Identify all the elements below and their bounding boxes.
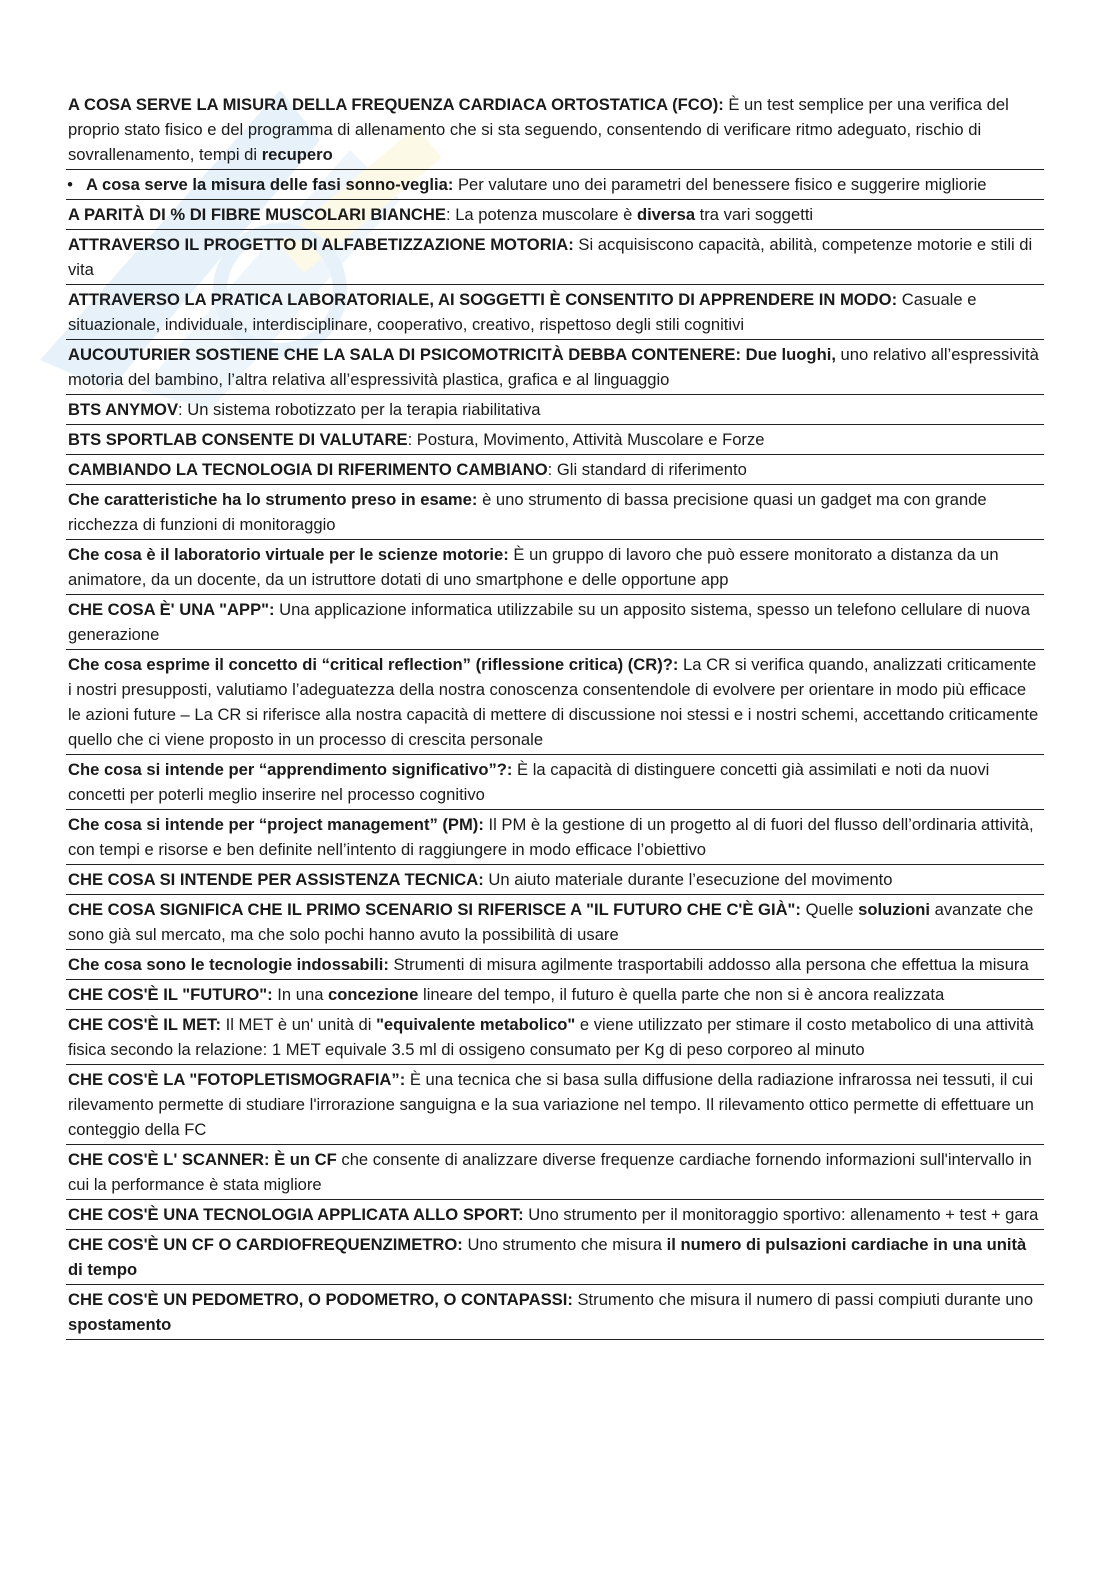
entry-text: e viene utilizzato per stimare il costo metabolico di una attività fisica secondo la relazione: 1 MET equivale 3.5 ml di ossigeno consumato per Kg di peso corporeo al minuto xyxy=(68,1015,1034,1059)
entry-text: È un test semplice per una verifica del proprio stato fisico e del programma di allenamento che si sta seguendo, consentendo di verificare ritmo adeguato, rischio di sovrallenamento, tempi di xyxy=(68,95,1009,164)
entry-row xyxy=(66,90,1044,170)
entry-row xyxy=(66,810,1044,865)
entry-text: Si acquisiscono capacità, abilità, competenze motorie e stili di vita xyxy=(68,235,1033,279)
entry-row xyxy=(66,755,1044,810)
entry-row xyxy=(66,595,1044,650)
entry-row xyxy=(66,1230,1044,1285)
entry-row xyxy=(66,895,1044,950)
entry-text: Il PM è la gestione di un progetto al di fuori del flusso dell’ordinaria attività, con tempi e risorse e ben definite nell’intento di raggiungere in modo efficace l’obiettivo xyxy=(68,815,1034,859)
entry-term: Che cosa si intende per “apprendimento significativo”?: xyxy=(68,760,513,779)
entry-term: "equivalente metabolico" xyxy=(376,1015,576,1034)
entry-term: CHE COS'È IL "FUTURO": xyxy=(68,985,273,1004)
entry-row xyxy=(66,540,1044,595)
entry-row xyxy=(66,485,1044,540)
entry-term: A cosa serve la misura delle fasi sonno-veglia: xyxy=(86,175,454,194)
entry-row xyxy=(66,455,1044,485)
entry-row xyxy=(66,950,1044,980)
entry-text: tra vari soggetti xyxy=(695,205,814,224)
entry-text: che consente di analizzare diverse frequenze cardiache fornendo informazioni sull'intervallo in cui la performance è stata migliore xyxy=(68,1150,1032,1194)
entry-text: La CR si verifica quando, analizzati criticamente i nostri presupposti, valutiamo l’adeguatezza della nostra conoscenza consentendole di evolvere per orientare in modo più efficace le azioni future – La CR si riferisce alla nostra capacità di mettere di discussione noi stessi e i nostri schemi, accettando criticamente quello che ci viene proposto in un processo di crescita personale xyxy=(68,655,1039,749)
entry-term: CHE COSA SIGNIFICA CHE IL PRIMO SCENARIO SI RIFERISCE A "IL FUTURO CHE C'È GIÀ": xyxy=(68,900,801,919)
entry-term: CHE COS'È IL MET: xyxy=(68,1015,221,1034)
entry-text: Strumenti di misura agilmente trasportabili addosso alla persona che effettua la misura xyxy=(388,955,1029,974)
entry-text: Per valutare uno dei parametri del benessere fisico e suggerire migliorie xyxy=(453,175,987,194)
entry-term: ATTRAVERSO IL PROGETTO DI ALFABETIZZAZIONE MOTORIA: xyxy=(68,235,574,254)
entry-row xyxy=(66,200,1044,230)
entry-text: Un aiuto materiale durante l’esecuzione del movimento xyxy=(483,870,893,889)
entry-text: uno relativo all’espressività motoria del bambino, l’altra relativa all’espressività plastica, grafica e al linguaggio xyxy=(68,345,1039,389)
entry-term: AUCOUTURIER SOSTIENE CHE LA SALA DI PSICOMOTRICITÀ DEBBA CONTENERE: Due luoghi, xyxy=(68,345,836,364)
entry-term: diversa xyxy=(636,205,696,224)
entry-term: CHE COS'È UN CF O CARDIOFREQUENZIMETRO: xyxy=(68,1235,463,1254)
entry-term: CHE COS'È UN PEDOMETRO, O PODOMETRO, O CONTAPASSI: xyxy=(68,1290,573,1309)
entry-text: Quelle xyxy=(800,900,859,919)
entry-term: soluzioni xyxy=(858,900,931,919)
entry-row xyxy=(66,285,1044,340)
entry-text: Una applicazione informatica utilizzabile su un apposito sistema, spesso un telefono cellulare di nuova generazione xyxy=(68,600,1030,644)
bullet-icon: • xyxy=(67,175,73,194)
entry-term: Che cosa è il laboratorio virtuale per le scienze motorie: xyxy=(68,545,509,564)
entry-text: In una xyxy=(272,985,329,1004)
entry-text: È una tecnica che si basa sulla diffusione della radiazione infrarossa nei tessuti, il cui rilevamento permette di studiare l'irrorazione sanguigna e la sua variazione nel tempo. Il rilevamento ottico permette di effettuare un conteggio della FC xyxy=(68,1070,1034,1139)
entry-row xyxy=(66,1145,1044,1200)
entry-text: : Postura, Movimento, Attività Muscolare e Forze xyxy=(407,430,765,449)
entry-row xyxy=(66,425,1044,455)
document-body xyxy=(66,90,1044,1340)
entry-row xyxy=(66,865,1044,895)
entry-term: recupero xyxy=(261,145,333,164)
entry-row xyxy=(66,230,1044,285)
entry-text: Uno strumento che misura xyxy=(462,1235,667,1254)
entry-row xyxy=(66,340,1044,395)
entry-row xyxy=(66,1010,1044,1065)
entry-row xyxy=(66,395,1044,425)
entry-text: Il MET è un' unità di xyxy=(221,1015,377,1034)
entry-text: è uno strumento di bassa precisione quasi un gadget ma con grande ricchezza di funzioni di monitoraggio xyxy=(68,490,987,534)
entry-text: Uno strumento per il monitoraggio sportivo: allenamento + test + gara xyxy=(523,1205,1039,1224)
entry-text: : Gli standard di riferimento xyxy=(547,460,747,479)
entry-term: il numero di pulsazioni cardiache in una unità di tempo xyxy=(68,1235,1027,1279)
entry-term: BTS ANYMOV xyxy=(68,400,179,419)
entry-text: lineare del tempo, il futuro è quella parte che non si è ancora realizzata xyxy=(418,985,945,1004)
entry-row xyxy=(66,1200,1044,1230)
entry-term: CHE COS'È LA "FOTOPLETISMOGRAFIA”: xyxy=(68,1070,406,1089)
entry-row xyxy=(66,980,1044,1010)
entry-term: CHE COSA SI INTENDE PER ASSISTENZA TECNICA: xyxy=(68,870,484,889)
entry-text: : Un sistema robotizzato per la terapia riabilitativa xyxy=(178,400,541,419)
entry-term: Che caratteristiche ha lo strumento preso in esame: xyxy=(68,490,478,509)
entry-term: ATTRAVERSO LA PRATICA LABORATORIALE, AI SOGGETTI È CONSENTITO DI APPRENDERE IN MODO: xyxy=(68,290,898,309)
entry-term: CHE COS'È L' SCANNER: È un CF xyxy=(68,1150,337,1169)
entry-term: CHE COSA È' UNA "APP": xyxy=(68,600,275,619)
entry-text: È un gruppo di lavoro che può essere monitorato a distanza da un animatore, da un docente, da un istruttore dotati di uno smartphone e delle opportune app xyxy=(68,545,999,589)
entry-row xyxy=(66,1285,1044,1340)
entry-term: CAMBIANDO LA TECNOLOGIA DI RIFERIMENTO CAMBIANO xyxy=(68,460,548,479)
entry-term: concezione xyxy=(328,985,419,1004)
entry-term: Che cosa esprime il concetto di “critical reflection” (riflessione critica) (CR)?: xyxy=(68,655,679,674)
entry-text: È la capacità di distinguere concetti già assimilati e noti da nuovi concetti per poterli meglio inserire nel processo cognitivo xyxy=(68,760,990,804)
entry-term: Che cosa si intende per “project management” (PM): xyxy=(68,815,484,834)
entry-term: CHE COS'È UNA TECNOLOGIA APPLICATA ALLO SPORT: xyxy=(68,1205,524,1224)
entry-term: A PARITÀ DI % DI FIBRE MUSCOLARI BIANCHE xyxy=(68,205,446,224)
entry-row xyxy=(66,650,1044,755)
entry-text: Strumento che misura il numero di passi compiuti durante uno xyxy=(572,1290,1034,1309)
entry-term: BTS SPORTLAB CONSENTE DI VALUTARE xyxy=(68,430,408,449)
entry-text: Casuale e situazionale, individuale, interdisciplinare, cooperativo, creativo, rispettoso degli stili cognitivi xyxy=(68,290,977,334)
entry-row xyxy=(66,170,1044,200)
entry-term: Che cosa sono le tecnologie indossabili: xyxy=(68,955,389,974)
entry-term: spostamento xyxy=(68,1315,172,1334)
entry-text: : La potenza muscolare è xyxy=(445,205,637,224)
entry-text: avanzate che sono già sul mercato, ma che solo pochi hanno avuto la possibilità di usare xyxy=(68,900,1034,944)
entry-term: A COSA SERVE LA MISURA DELLA FREQUENZA CARDIACA ORTOSTATICA (FCO): xyxy=(68,95,724,114)
entry-row xyxy=(66,1065,1044,1145)
